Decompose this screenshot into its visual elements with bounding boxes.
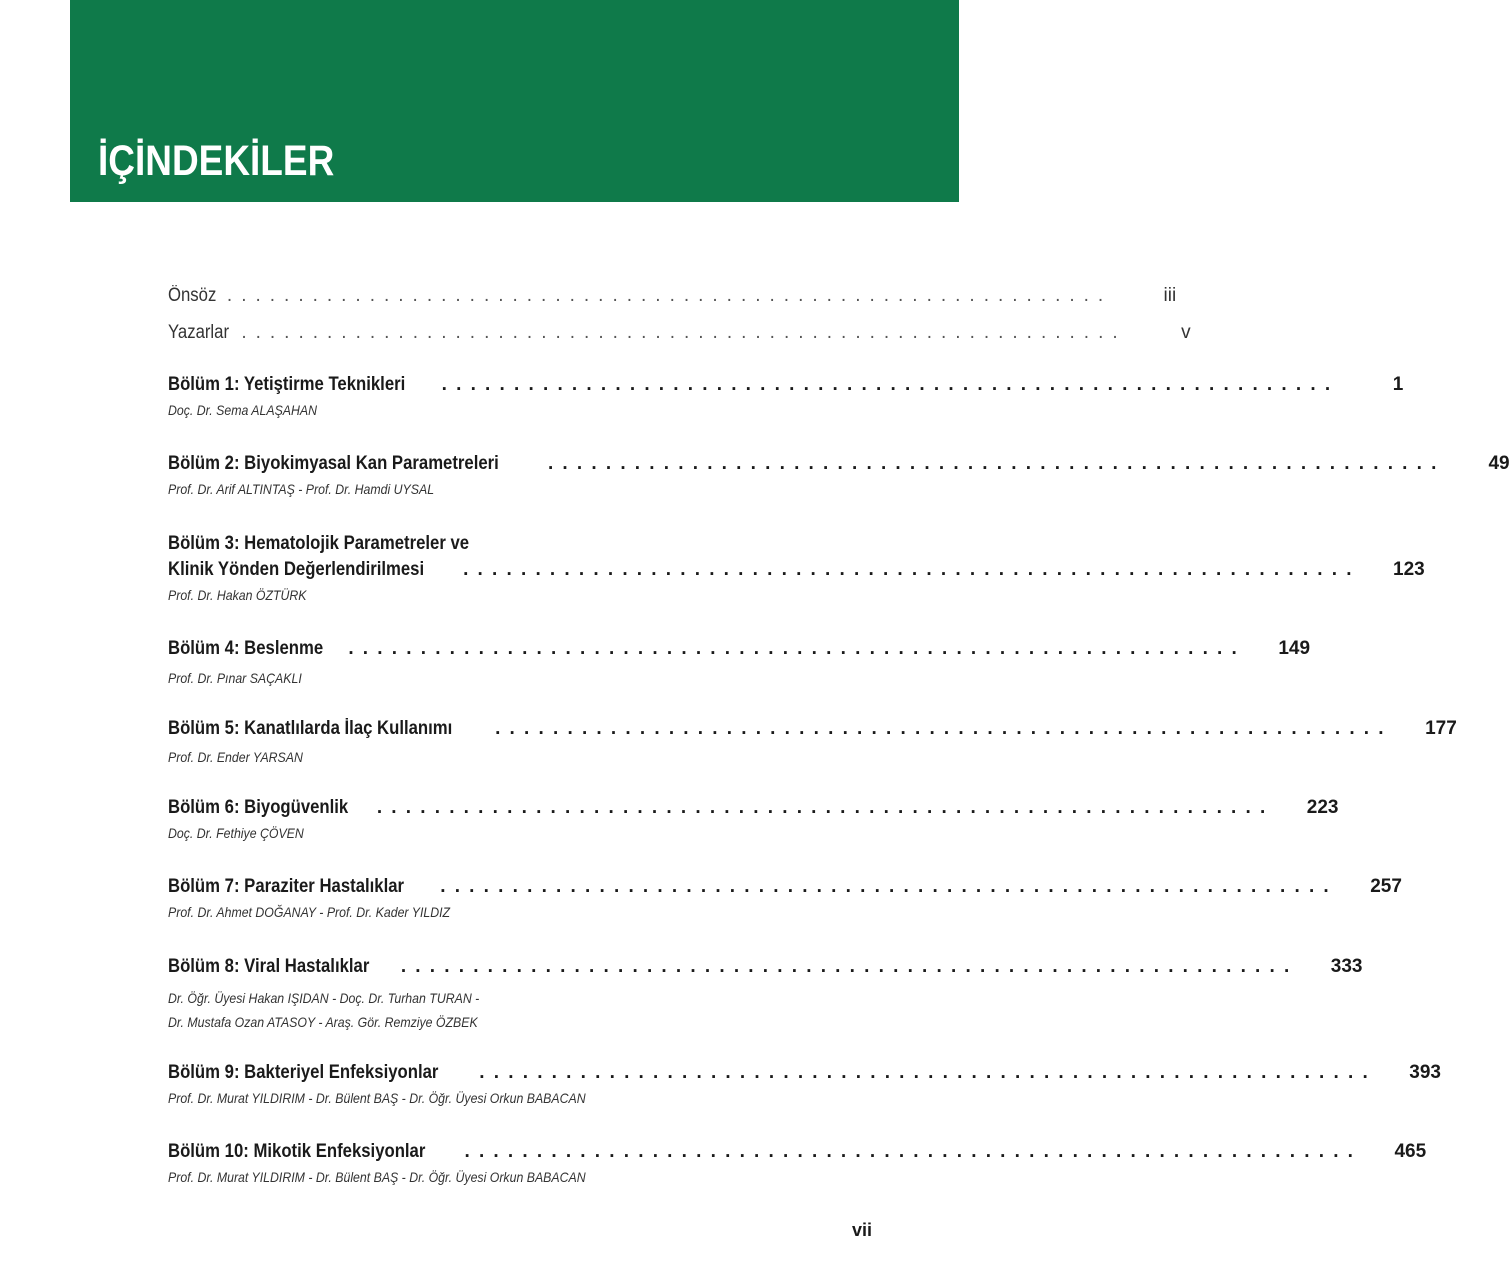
toc-entry-page: 223: [1306, 797, 1339, 818]
toc-entry-authors: Prof. Dr. Pınar SAÇAKLI: [168, 670, 302, 686]
toc-entry-title: Bölüm 7: Paraziter Hastalıklar: [168, 876, 405, 897]
toc-entry-chapter-7[interactable]: [168, 874, 1402, 924]
toc-entry-chapter-10[interactable]: [168, 1139, 1427, 1189]
toc-entry-page: 257: [1370, 876, 1402, 897]
toc-entry-chapter-6[interactable]: [168, 795, 1339, 845]
dot-leader: ..............................................................: [464, 1141, 1363, 1162]
toc-entry-page: 333: [1330, 956, 1363, 977]
toc-entry-title-first-line: Bölüm 3: Hematolojik Parametreler ve: [168, 533, 470, 554]
toc-entry-chapter-3[interactable]: [168, 531, 1425, 607]
toc-entry-page: 123: [1393, 559, 1425, 580]
dot-leader: ..............................................................: [348, 638, 1247, 659]
toc-entry-chapter-4[interactable]: [168, 636, 1311, 690]
toc-entry-page: 1: [1392, 374, 1404, 395]
toc-entry-authors: Prof. Dr. Ahmet DOĞANAY - Prof. Dr. Kader YILDIZ: [168, 904, 451, 920]
toc-entry-page: 465: [1394, 1141, 1427, 1162]
dot-leader: ..............................................................: [226, 285, 1113, 306]
toc-entry-title: Bölüm 8: Viral Hastalıklar: [168, 956, 370, 977]
toc-entry-page: 393: [1409, 1062, 1441, 1083]
dot-leader: ..............................................................: [479, 1062, 1377, 1083]
toc-entry-chapter-8[interactable]: [168, 954, 1363, 1034]
toc-entry-chapter-1[interactable]: [168, 372, 1404, 422]
toc-entry-title: Bölüm 5: Kanatlılarda İlaç Kullanımı: [168, 718, 453, 739]
toc-entry-chapter-5[interactable]: [168, 716, 1457, 769]
page-title: İÇİNDEKİLER: [98, 137, 335, 185]
toc-entry-title: Bölüm 2: Biyokimyasal Kan Parametreleri: [168, 453, 499, 474]
dot-leader: ..............................................................: [376, 797, 1275, 818]
toc-entry-authors: Prof. Dr. Murat YILDIRIM - Dr. Bülent BAŞ - Dr. Öğr. Üyesi Orkun BABACAN: [168, 1090, 586, 1106]
toc-entry-title: Bölüm 10: Mikotik Enfeksiyonlar: [168, 1141, 426, 1162]
toc-entry-title: Bölüm 1: Yetiştirme Teknikleri: [168, 374, 406, 395]
dot-leader: ..............................................................: [463, 559, 1361, 580]
toc-entry-authors: Doç. Dr. Sema ALAŞAHAN: [168, 402, 318, 418]
toc-entry-page: 177: [1425, 718, 1457, 739]
dot-leader: ..............................................................: [441, 374, 1340, 395]
toc-entry-preface[interactable]: [168, 283, 1177, 309]
toc-entry-authors: Prof. Dr. Hakan ÖZTÜRK: [168, 587, 307, 603]
dot-leader: ..............................................................: [440, 876, 1338, 897]
dot-leader: ..............................................................: [400, 956, 1299, 977]
page-number: vii: [851, 1220, 872, 1240]
dot-leader: ..............................................................: [547, 453, 1446, 474]
toc-entry-page: v: [1181, 322, 1191, 343]
toc-entry-authors: Dr. Mustafa Ozan ATASOY - Araş. Gör. Remziye ÖZBEK: [168, 1014, 478, 1030]
toc-entry-page: 49: [1488, 453, 1510, 474]
toc-entry-authors: Prof. Dr. Ender YARSAN: [168, 749, 303, 765]
toc-entry-title: Bölüm 6: Biyogüvenlik: [168, 797, 349, 818]
toc-entry-chapter-9[interactable]: [168, 1060, 1441, 1110]
dot-leader: ..............................................................: [241, 322, 1127, 343]
toc-entry-authors-list[interactable]: [168, 320, 1191, 346]
toc-entry-page: 149: [1278, 638, 1311, 659]
toc-entry-chapter-2[interactable]: [168, 451, 1510, 501]
toc-entry-title: Bölüm 9: Bakteriyel Enfeksiyonlar: [168, 1062, 439, 1083]
dot-leader: ..............................................................: [495, 718, 1393, 739]
toc-entry-page: iii: [1163, 285, 1177, 306]
toc-entry-title: Klinik Yönden Değerlendirilmesi: [168, 559, 425, 580]
toc-entry-authors: Doç. Dr. Fethiye ÇÖVEN: [168, 825, 304, 841]
toc-entry-authors: Prof. Dr. Arif ALTINTAŞ - Prof. Dr. Hamdi UYSAL: [168, 481, 435, 497]
toc-entry-title: Bölüm 4: Beslenme: [168, 638, 324, 659]
toc-entry-title: Yazarlar: [168, 322, 230, 343]
toc-entry-authors: Prof. Dr. Murat YILDIRIM - Dr. Bülent BAŞ - Dr. Öğr. Üyesi Orkun BABACAN: [168, 1169, 586, 1185]
toc-entry-authors: Dr. Öğr. Üyesi Hakan IŞIDAN - Doç. Dr. Turhan TURAN -: [168, 990, 480, 1006]
toc-entry-title: Önsöz: [168, 285, 217, 306]
